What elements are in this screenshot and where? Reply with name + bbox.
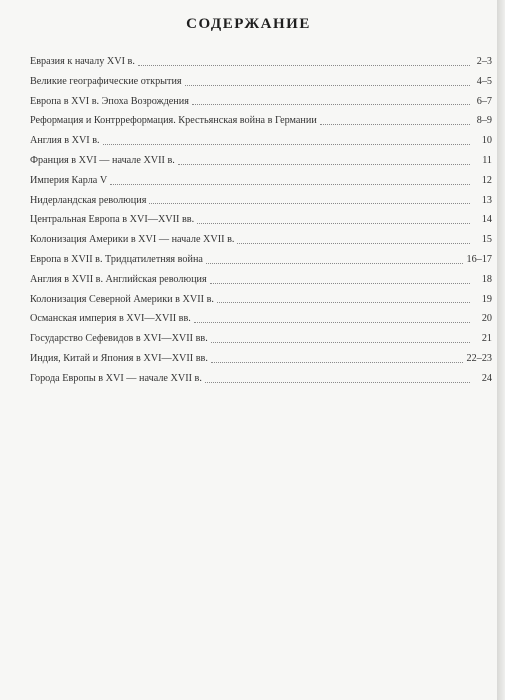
dot-leader	[206, 262, 463, 264]
page-edge	[497, 0, 505, 700]
toc-entry-page-number: 16–17	[466, 253, 492, 265]
toc-entry[interactable]	[30, 309, 492, 329]
toc-entry[interactable]	[30, 52, 492, 72]
toc-entry-title: Реформация и Контрреформация. Крестьянская война в Германии	[30, 115, 317, 127]
dot-leader	[192, 103, 470, 105]
toc-entry[interactable]	[30, 191, 492, 211]
toc-entry[interactable]	[30, 270, 492, 290]
toc-entry-title: Империя Карла V	[30, 174, 108, 186]
dot-leader	[211, 361, 463, 363]
toc-entry[interactable]	[30, 92, 492, 112]
toc-entry-page-number: 13	[481, 194, 492, 206]
toc-entry-page-number: 19	[481, 293, 492, 305]
dot-leader	[185, 84, 470, 86]
dot-leader	[149, 202, 470, 204]
toc-entry-title: Англия в XVII в. Английская революция	[30, 273, 207, 285]
dot-leader	[103, 143, 470, 145]
toc-entry-page-number: 12	[481, 174, 492, 186]
toc-entry-page-number: 24	[481, 372, 492, 384]
toc-entry-title: Колонизация Америки в XVI — начале XVII в.	[30, 234, 235, 246]
toc-entry-title: Нидерландская революция	[30, 194, 147, 206]
toc-entry-page-number: 4–5	[476, 75, 492, 87]
toc-entry[interactable]	[30, 131, 492, 151]
dot-leader	[217, 301, 470, 303]
toc-entry-title: Франция в XVI — начале XVII в.	[30, 154, 175, 166]
toc-entry-page-number: 11	[482, 154, 492, 166]
toc-entry[interactable]	[30, 329, 492, 349]
toc-entry[interactable]	[30, 230, 492, 250]
dot-leader	[320, 123, 470, 125]
toc-entry[interactable]	[30, 250, 492, 270]
dot-leader	[210, 282, 470, 284]
toc-entry-page-number: 2–3	[476, 56, 492, 67]
toc-entry[interactable]	[30, 210, 492, 230]
toc-entry[interactable]	[30, 290, 492, 310]
toc-entry-title: Англия в XVI в.	[30, 135, 100, 147]
table-of-contents	[30, 52, 492, 389]
toc-entry-page-number: 6–7	[476, 95, 492, 107]
toc-entry-page-number: 8–9	[476, 115, 492, 127]
dot-leader	[178, 163, 470, 165]
toc-entry-title: Евразия к началу XVI в.	[30, 56, 135, 67]
toc-entry[interactable]	[30, 151, 492, 171]
dot-leader	[194, 321, 470, 323]
toc-entry-page-number: 14	[481, 214, 492, 226]
toc-entry-page-number: 20	[481, 313, 492, 325]
toc-entry-page-number: 15	[481, 234, 492, 246]
dot-leader	[110, 183, 470, 185]
toc-entry[interactable]	[30, 171, 492, 191]
toc-entry-page-number: 21	[481, 333, 492, 345]
toc-entry-title: Европа в XVII в. Тридцатилетняя война	[30, 253, 203, 265]
toc-entry-title: Европа в XVI в. Эпоха Возрождения	[30, 95, 189, 107]
toc-entry-title: Государство Сефевидов в XVI—XVII вв.	[30, 333, 208, 345]
toc-entry[interactable]	[30, 369, 492, 389]
dot-leader	[197, 222, 470, 224]
dot-leader	[138, 64, 470, 66]
toc-entry-page-number: 18	[481, 273, 492, 285]
toc-entry-title: Великие географические открытия	[30, 75, 182, 87]
dot-leader	[237, 242, 470, 244]
toc-entry-page-number: 22–23	[466, 352, 492, 364]
toc-entry-title: Колонизация Северной Америки в XVII в.	[30, 293, 214, 305]
toc-entry[interactable]	[30, 349, 492, 369]
dot-leader	[211, 341, 470, 343]
page-title: СОДЕРЖАНИЕ	[186, 16, 311, 32]
toc-entry-title: Города Европы в XVI — начале XVII в.	[30, 372, 202, 384]
toc-entry-page-number: 10	[481, 135, 492, 147]
toc-entry-title: Центральная Европа в XVI—XVII вв.	[30, 214, 195, 226]
toc-entry-title: Османская империя в XVI—XVII вв.	[30, 313, 191, 325]
toc-entry-title: Индия, Китай и Япония в XVI—XVII вв.	[30, 352, 208, 364]
dot-leader	[205, 381, 470, 383]
toc-entry[interactable]	[30, 72, 492, 92]
toc-entry[interactable]	[30, 111, 492, 131]
